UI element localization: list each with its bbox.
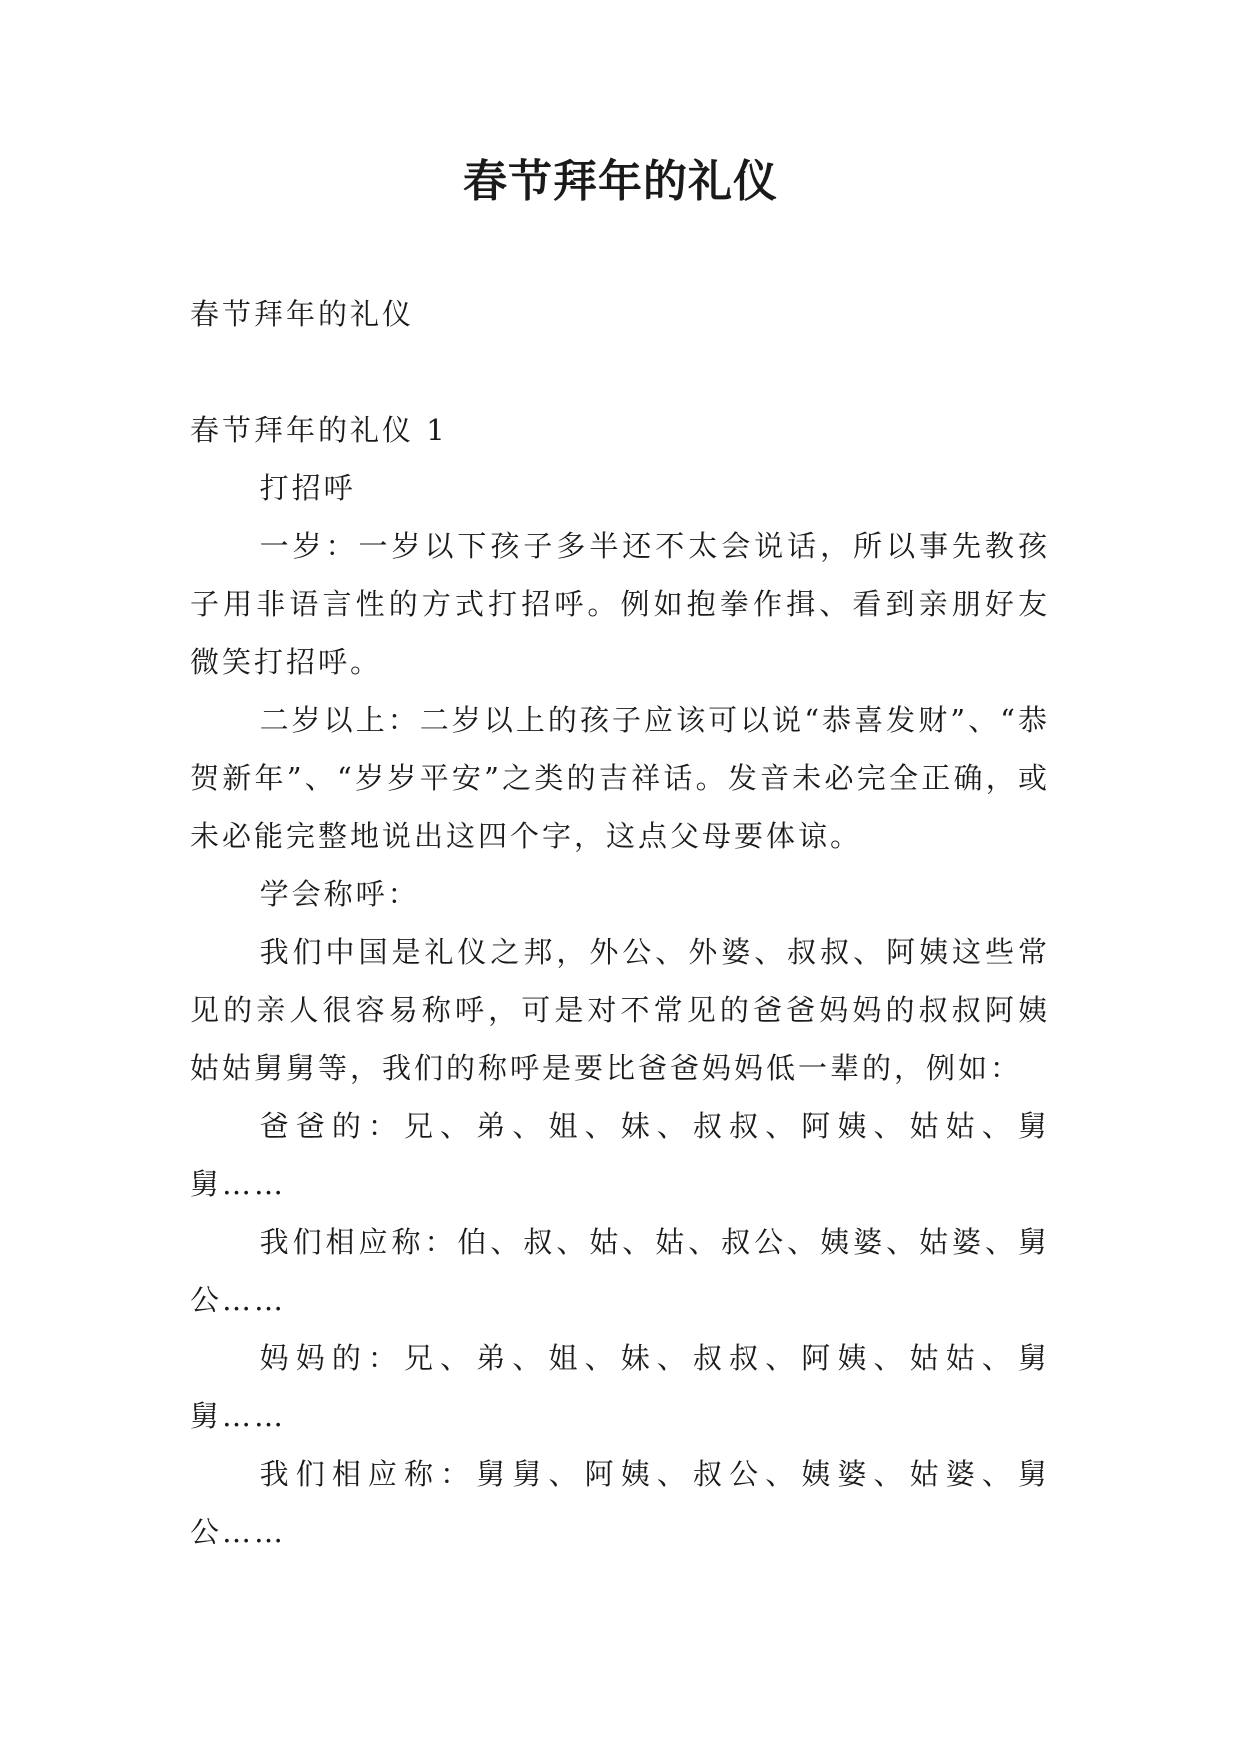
- paragraph-address-heading: 学会称呼：: [259, 877, 420, 911]
- document-title: 春节拜年的礼仪: [463, 156, 778, 207]
- paragraph-two-years: 二岁以上：二岁以上的孩子应该可以说“恭喜发财”、“恭贺新年”、“岁岁平安”之类的吉祥话。发音未必完全正确，或未必能完整地说出这四个字，这点父母要体谅。: [190, 703, 1050, 853]
- paragraph-address-intro: 我们中国是礼仪之邦，外公、外婆、叔叔、阿姨这些常见的亲人很容易称呼，可是对不常见的爸爸妈妈的叔叔阿姨姑姑舅舅等，我们的称呼是要比爸爸妈妈低一辈的，例如：: [190, 935, 1050, 1085]
- paragraph-one-year: 一岁：一岁以下孩子多半还不太会说话，所以事先教孩子用非语言性的方式打招呼。例如抱拳作揖、看到亲朋好友微笑打招呼。: [190, 529, 1050, 679]
- paragraph-father-relatives: 爸爸的：兄、弟、姐、妹、叔叔、阿姨、姑姑、舅舅……: [190, 1109, 1050, 1201]
- paragraph-father-terms: 我们相应称：伯、叔、姑、姑、叔公、姨婆、姑婆、舅公……: [190, 1225, 1050, 1317]
- paragraph-mother-terms: 我们相应称：舅舅、阿姨、叔公、姨婆、姑婆、舅公……: [190, 1457, 1050, 1549]
- paragraph-greeting-heading: 打招呼: [259, 471, 356, 505]
- section-heading: 春节拜年的礼仪 1: [190, 413, 448, 447]
- document-subtitle: 春节拜年的礼仪: [190, 297, 415, 331]
- document-body: [190, 285, 1050, 1561]
- paragraph-mother-relatives: 妈妈的：兄、弟、姐、妹、叔叔、阿姨、姑姑、舅舅……: [190, 1341, 1050, 1433]
